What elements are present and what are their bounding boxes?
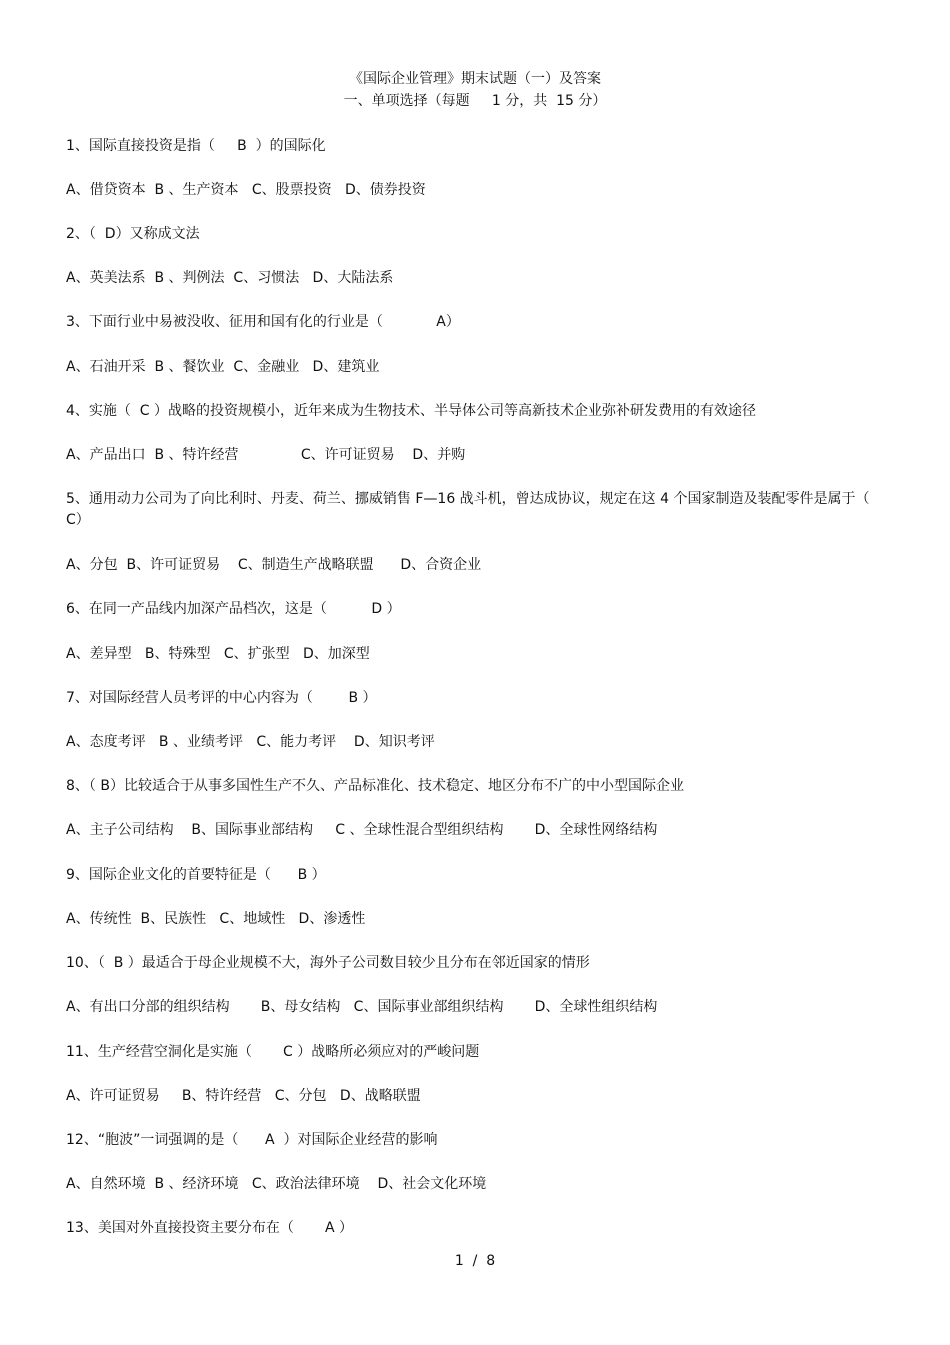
question-13: 13、美国对外直接投资主要分布在（ A ） xyxy=(66,1220,353,1236)
options-5: A、分包 B、许可证贸易 C、制造生产战略联盟 D、合资企业 xyxy=(66,557,482,573)
question-10: 10、（ B ）最适合于母企业规模不大，海外子公司数目较少且分布在邻近国家的情形 xyxy=(66,955,590,971)
question-9: 9、国际企业文化的首要特征是（ B ） xyxy=(66,867,326,883)
options-4: A、产品出口 B 、特许经营 C、许可证贸易 D、并购 xyxy=(66,447,466,463)
page-number: 1 / 8 xyxy=(454,1253,496,1269)
section-heading: 一、单项选择（每题 1 分，共 15 分） xyxy=(343,93,607,109)
question-2: 2、（ D）又称成文法 xyxy=(66,226,200,242)
options-12: A、自然环境 B 、经济环境 C、政治法律环境 D、社会文化环境 xyxy=(66,1176,487,1192)
options-2: A、英美法系 B 、判例法 C、习惯法 D、大陆法系 xyxy=(66,270,394,286)
question-4: 4、实施（ C ）战略的投资规模小，近年来成为生物技术、半导体公司等高新技术企业弥补研发费用的有效途径 xyxy=(66,403,757,419)
options-9: A、传统性 B、民族性 C、地域性 D、渗透性 xyxy=(66,911,366,927)
question-6: 6、在同一产品线内加深产品档次，这是（ D ） xyxy=(66,601,401,617)
document-title: 《国际企业管理》期末试题（一）及答案 xyxy=(349,71,601,87)
options-11: A、许可证贸易 B、特许经营 C、分包 D、战略联盟 xyxy=(66,1088,421,1104)
question-11: 11、生产经营空洞化是实施（ C ）战略所必须应对的严峻问题 xyxy=(66,1044,480,1060)
question-7: 7、对国际经营人员考评的中心内容为（ B ） xyxy=(66,690,377,706)
options-8: A、主子公司结构 B、国际事业部结构 C 、全球性混合型组织结构 D、全球性网络结构 xyxy=(66,822,658,838)
options-1: A、借贷资本 B 、生产资本 C、股票投资 D、债券投资 xyxy=(66,182,426,198)
options-10: A、有出口分部的组织结构 B、母女结构 C、国际事业部组织结构 D、全球性组织结构 xyxy=(66,999,658,1015)
options-3: A、石油开采 B 、餐饮业 C、金融业 D、建筑业 xyxy=(66,359,380,375)
question-1: 1、国际直接投资是指（ B ）的国际化 xyxy=(66,138,326,154)
question-8: 8、（ B）比较适合于从事多国性生产不久、产品标准化、技术稳定、地区分布不广的中小型国际企业 xyxy=(66,778,684,794)
question-5: 5、通用动力公司为了向比利时、丹麦、荷兰、挪威销售 F—16 战斗机，曾达成协议，规定在这 4 个国家制造及装配零件是属于（ C） xyxy=(66,491,870,528)
question-3: 3、下面行业中易被没收、征用和国有化的行业是（ A） xyxy=(66,314,460,330)
options-7: A、态度考评 B 、业绩考评 C、能力考评 D、知识考评 xyxy=(66,734,435,750)
question-12: 12、“胞波”一词强调的是（ A ）对国际企业经营的影响 xyxy=(66,1132,438,1148)
options-6: A、差异型 B、特殊型 C、扩张型 D、加深型 xyxy=(66,646,370,662)
